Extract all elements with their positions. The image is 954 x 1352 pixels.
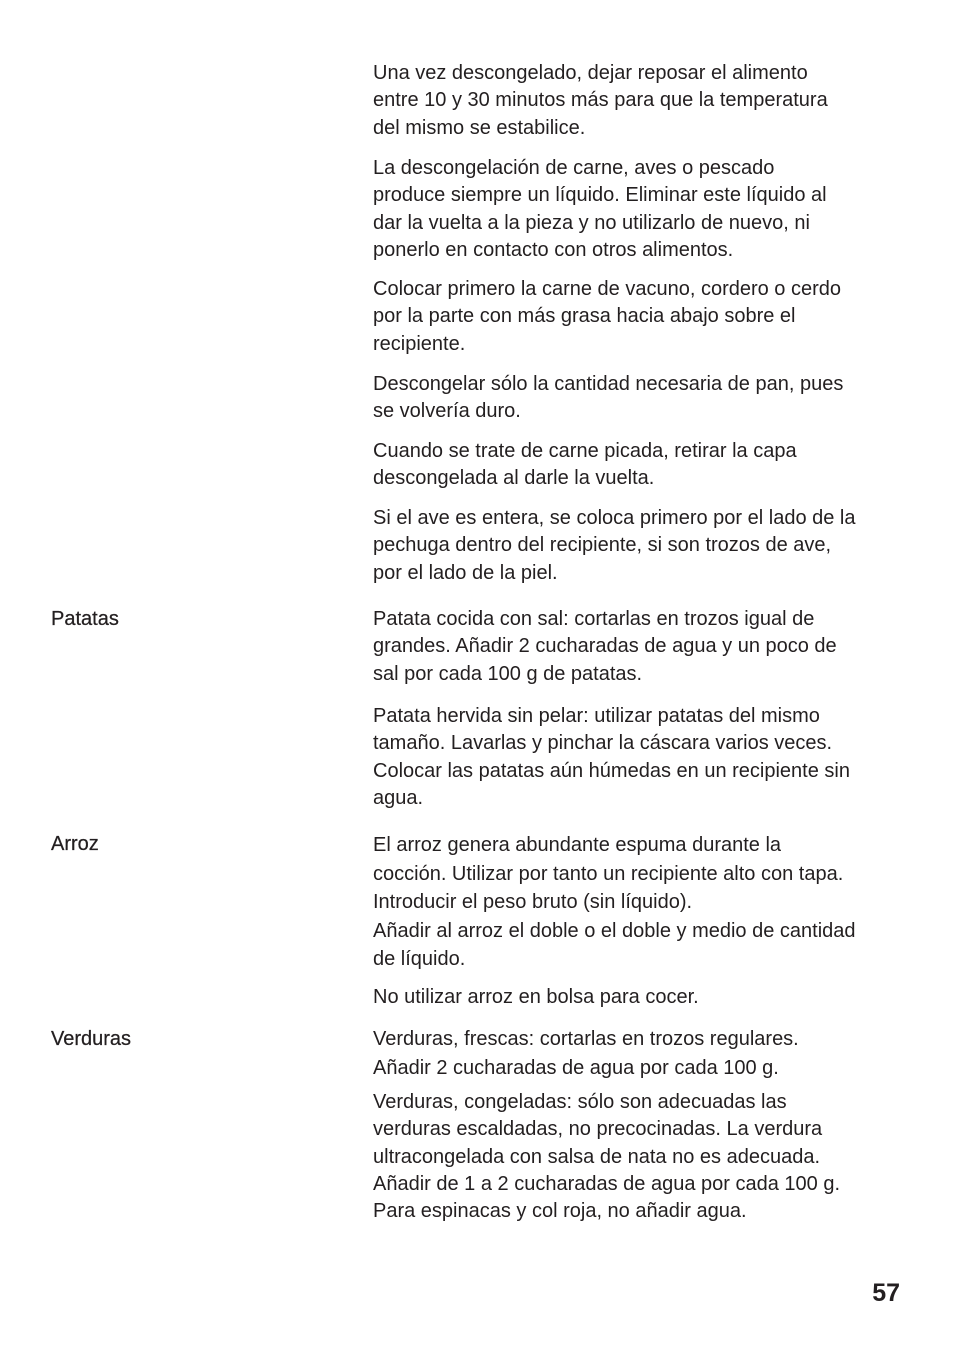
paragraph-arroz-bolsa: No utilizar arroz en bolsa para cocer.	[373, 986, 699, 1008]
paragraph-reposo: Una vez descongelado, dejar reposar el alimento entre 10 y 30 minutos más para que la temperatura del mismo se estabilice.	[373, 62, 828, 139]
section-label-verduras: Verduras	[51, 1028, 132, 1050]
paragraph-carne-grasa: Colocar primero la carne de vacuno, cordero o cerdo por la parte con más grasa hacia abajo sobre el recipiente.	[373, 278, 842, 355]
section-label-arroz: Arroz	[51, 833, 99, 855]
paragraph-ave: Si el ave es entera, se coloca primero por el lado de la pechuga dentro del recipiente, si son trozos de ave, por el lado de la piel.	[373, 507, 856, 584]
paragraph-verduras-frescas: Verduras, frescas: cortarlas en trozos regulares. Añadir 2 cucharadas de agua por cada 100 g.	[373, 1028, 799, 1079]
paragraph-patata-cocida: Patata cocida con sal: cortarlas en trozos igual de grandes. Añadir 2 cucharadas de agua y un poco de sal por cada 100 g de patatas.	[373, 608, 837, 685]
paragraph-carne-picada: Cuando se trate de carne picada, retirar la capa descongelada al darle la vuelta.	[373, 440, 797, 490]
page-number: 57	[872, 1279, 900, 1307]
paragraph-verduras-congeladas: Verduras, congeladas: sólo son adecuadas las verduras escaldadas, no precocinadas. La verdura ultracongelada con salsa de nata no es adecuada. Añadir de 1 a 2 cucharadas de agua por cada 100 g. Para espinacas y col roja, no añadir agua.	[373, 1091, 841, 1223]
paragraph-patata-hervida: Patata hervida sin pelar: utilizar patatas del mismo tamaño. Lavarlas y pinchar la cáscara varios veces. Colocar las patatas aún húmedas en un recipiente sin agua.	[373, 705, 850, 809]
paragraph-liquido: La descongelación de carne, aves o pescado produce siempre un líquido. Eliminar este líquido al dar la vuelta a la pieza y no utilizarlo de nuevo, ni ponerlo en contacto con otros alimentos.	[373, 157, 827, 261]
paragraph-arroz-espuma: El arroz genera abundante espuma durante la cocción. Utilizar por tanto un recipiente alto con tapa. Introducir el peso bruto (sin líquido). Añadir al arroz el doble o el doble y medio de cantidad de líquido.	[373, 834, 856, 970]
paragraph-pan: Descongelar sólo la cantidad necesaria de pan, pues se volvería duro.	[373, 373, 844, 423]
section-label-patatas: Patatas	[51, 608, 119, 630]
